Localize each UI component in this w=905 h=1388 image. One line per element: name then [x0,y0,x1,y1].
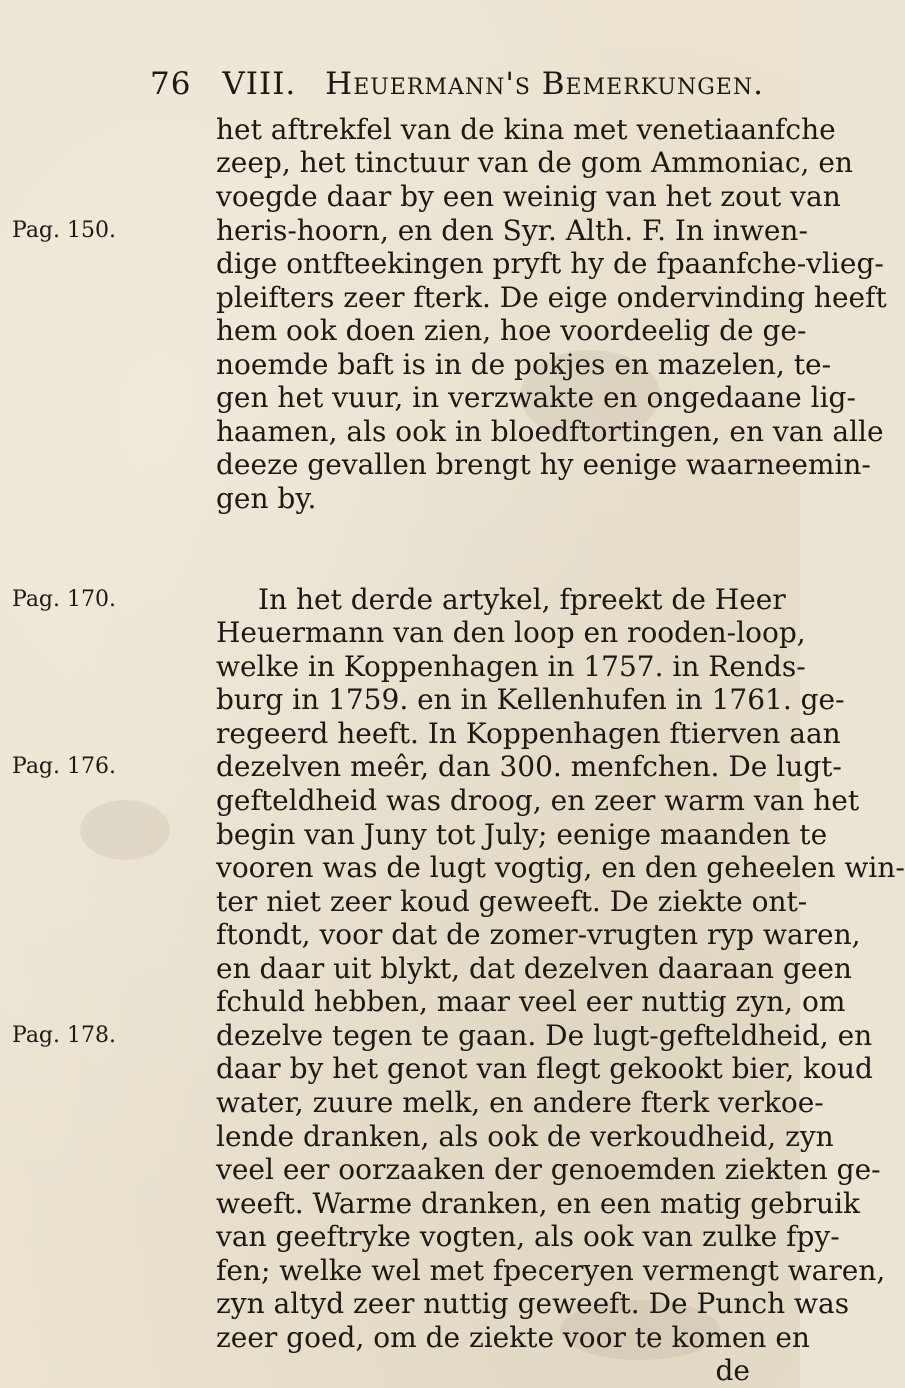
text-line: pleifters zeer fterk. De eige ondervinding heeft [216,281,887,314]
margin-reference: Pag. 176. [12,754,116,779]
text-line: haamen, als ook in bloedftortingen, en van alle [216,415,884,448]
chapter-number: VIII. [222,66,297,102]
text-line: en daar uit blykt, dat dezelven daaraan geen [216,952,852,985]
page-number: 76 [150,66,192,102]
text-line: de [715,1354,750,1387]
header-title: Heuermann's Bemerkungen. [325,66,764,102]
text-line: gen by. [216,482,317,515]
margin-reference: Pag. 178. [12,1023,116,1048]
text-line: lende dranken, als ook de verkoudheid, zyn [216,1120,834,1153]
running-header [150,66,764,116]
text-line: weeft. Warme dranken, en een matig gebruik [216,1187,860,1220]
text-line: noemde baft is in de pokjes en mazelen, te- [216,348,832,381]
text-line: fchuld hebben, maar veel eer nuttig zyn, om [216,985,846,1018]
text-line: welke in Koppenhagen in 1757. in Rends- [216,650,806,683]
text-line: heris-hoorn, en den Syr. Alth. F. In inwen- [216,214,808,247]
text-line: deeze gevallen brengt hy eenige waarneemin- [216,448,871,481]
text-line: gen het vuur, in verzwakte en ongedaane lig- [216,381,856,414]
text-line: dezelven meêr, dan 300. menfchen. De lugt- [216,750,842,783]
text-line: veel eer oorzaaken der genoemden ziekten ge- [216,1153,881,1186]
text-line: daar by het genot van flegt gekookt bier, koud [216,1052,873,1085]
margin-reference: Pag. 150. [12,218,116,243]
text-line: zyn altyd zeer nuttig geweeft. De Punch was [216,1287,850,1320]
text-line: dezelve tegen te gaan. De lugt-gefteldheid, en [216,1019,873,1052]
text-line: fen; welke wel met fpeceryen vermengt waren, [216,1254,886,1287]
text-line: dige ontfteekingen pryft hy de fpaanfche-vlieg- [216,247,884,280]
text-line: ter niet zeer koud geweeft. De ziekte ont- [216,885,808,918]
text-line: hem ook doen zien, hoe voordeelig de ge- [216,314,807,347]
text-line: ftondt, voor dat de zomer-vrugten ryp waren, [216,918,861,951]
text-line: water, zuure melk, en andere fterk verkoe- [216,1086,824,1119]
text-line: het aftrekfel van de kina met venetiaanfche [216,113,836,146]
text-line: voegde daar by een weinig van het zout van [216,180,841,213]
text-line: In het derde artykel, fpreekt de Heer [258,583,786,616]
text-line: zeer goed, om de ziekte voor te komen en [216,1321,810,1354]
text-line: zeep, het tinctuur van de gom Ammoniac, en [216,146,853,179]
margin-reference: Pag. 170. [12,587,116,612]
text-line: regeerd heeft. In Koppenhagen ftierven aan [216,717,841,750]
text-line: Heuermann van den loop en rooden-loop, [216,616,806,649]
text-line: burg in 1759. en in Kellenhufen in 1761. ge- [216,683,845,716]
text-line: van geeftryke vogten, als ook van zulke fpy- [216,1220,840,1253]
text-line: gefteldheid was droog, en zeer warm van het [216,784,860,817]
text-line: begin van Juny tot July; eenige maanden te [216,818,828,851]
text-line: vooren was de lugt vogtig, en den geheelen win- [216,851,905,884]
paper-stain [80,800,170,860]
